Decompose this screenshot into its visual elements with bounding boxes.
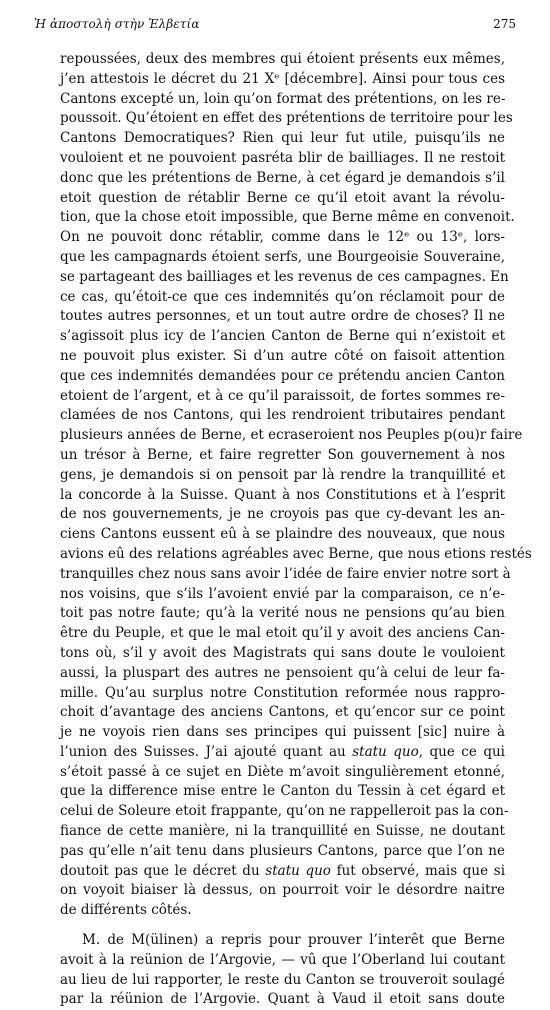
italic-term: statu quo xyxy=(352,743,419,760)
text-line: un trésor à Berne, et faire regretter Son gouvernement à nos xyxy=(60,446,505,463)
running-header: Ἡ ἀποστολὴ στὴν Ἑλβετία xyxy=(34,17,200,31)
text-line: Cantons Democratiques? Rien qui leur fut utile, puisqu’ils ne xyxy=(60,130,505,147)
text-line: avoit à la reünion de l’Argovie, — vû que l’Oberland lui coutant xyxy=(60,951,505,968)
text-line: toit pas notre faute; qu’à la verité nous ne pensions qu’au bien xyxy=(60,605,505,622)
text-line: clamées de nos Cantons, qui les rendroient tributaires pendant xyxy=(60,407,505,424)
text-line: nos voisins, que s’ils l’avoient envié par la comparaison, ce n’e- xyxy=(60,585,505,602)
paragraph xyxy=(60,50,532,921)
text-line: de nos gouvernements, je ne croyois pas que cy-devant les an- xyxy=(60,506,505,523)
text-line: s’agissoit plus icy de l’ancien Canton de Berne qui n’existoit et xyxy=(60,328,505,345)
text-line: j’en attestois le décret du 21 Xᵉ [décembre]. Ainsi pour tous ces xyxy=(60,70,505,87)
text-line: M. de M(ülinen) a repris pour prouver l’interêt que Berne xyxy=(82,932,505,949)
text-line: aussi, la pluspart des autres ne pensoient qu’à celui de leur fa- xyxy=(60,664,505,681)
text-line: vouloient et ne pouvoient pasréta blir de bailliages. Il ne restoit xyxy=(60,149,505,166)
italic-term: statu quo xyxy=(265,862,331,879)
text-line: ce cas, qu’étoit-ce que ces indemnités qu’on réclamoit pour de xyxy=(60,288,505,305)
text-line: tion, que la chose etoit impossible, que Berne même en convenoit. xyxy=(60,209,515,226)
text-line: ne pouvoit plus exister. Si d’un autre côté on faisoit attention xyxy=(60,347,505,364)
text-line: de différents côtés. xyxy=(60,902,192,919)
text-line xyxy=(60,862,505,882)
text-line: repoussées, deux des membres qui étoient présents eux mêmes, xyxy=(60,51,505,67)
text-line: plusieurs années de Berne, et ecraseroient nos Peuples p(ou)r faire xyxy=(60,427,523,444)
text-line: je ne voyois rien dans ses principes qui puissent [sic] nuire à xyxy=(60,724,505,741)
text-line: au lieu de lui rapporter, le reste du Canton se trouveroit soulagé xyxy=(60,971,505,988)
text-line: se partageant des bailliages et les revenus de ces campagnes. En xyxy=(60,268,509,285)
body-text xyxy=(60,50,532,1010)
text-line: Cantons excepté un, loin qu’on format des prétentions, on les re- xyxy=(60,90,506,107)
text-line: tranquilles chez nous sans avoir l’idée de faire envier notre sort à xyxy=(60,565,511,582)
page-number: 275 xyxy=(493,17,516,31)
text-line: toutes autres personnes, et un tout autre ordre de choses? Il ne xyxy=(60,308,505,325)
text-line: celui de Soleure etoit frappante, qu’on ne rappelleroit pas la con- xyxy=(60,803,509,820)
text-run: doutoit pas que le décret du xyxy=(60,862,260,879)
text-line: s’étoit passé à ce sujet en Diète m’avoit singulièrement etonné, xyxy=(60,763,505,780)
text-line: ciens Cantons eussent eû à se plaindre des nouveaux, que nous xyxy=(60,526,505,543)
text-line: fiance de cette manière, ni la tranquillité en Suisse, ne doutant xyxy=(60,823,505,840)
text-line: être du Peuple, et que le mal etoit qu’il y avoit des anciens Can- xyxy=(60,625,505,642)
text-line xyxy=(60,743,505,763)
paragraph-gap xyxy=(60,921,505,931)
text-line: par la réünion de l’Argovie. Quant à Vaud il etoit sans doute xyxy=(60,991,505,1008)
text-line: que les campagnards étoient serfs, une Bourgeoisie Souveraine, xyxy=(60,248,505,265)
text-line: donc que les prétentions de Berne, à cet égard je demandois s’il xyxy=(60,169,505,186)
text-line: tons où, s’il y avoit des Magistrats qui sans doute le vouloient xyxy=(60,644,505,661)
text-line: pas qu’elle n’ait tenu dans plusieurs Cantons, parce que l’on ne xyxy=(60,842,505,859)
text-line: choit d’avantage des anciens Cantons, et qu’encor sur ce point xyxy=(60,704,505,721)
text-line: gens, je demandois si on pensoit par là rendre la tranquillité et xyxy=(60,466,505,483)
text-line: la concorde à la Suisse. Quant à nos Constitutions et à l’esprit xyxy=(60,486,505,503)
text-line: mille. Qu’au surplus notre Constitution reformée nous rappro- xyxy=(60,684,505,701)
text-run: fut observé, mais que si xyxy=(336,862,506,879)
text-line: on voyoit biaiser là dessus, on pourroit voir le désordre naitre xyxy=(60,882,505,899)
paragraph xyxy=(60,931,505,1010)
text-run: l’union des Suisses. J’ai ajouté quant au xyxy=(60,743,346,760)
text-line: etoit question de rétablir Berne ce qu’il etoit avant la révolu- xyxy=(60,189,505,206)
text-run: , que ce qui xyxy=(418,743,506,760)
text-line: avions eû des relations agréables avec Berne, que nous etions restés xyxy=(60,545,532,562)
text-line: etoient de l’argent, et à ce qu’il paraissoit, de fortes sommes re- xyxy=(60,387,505,404)
text-line: que la difference mise entre le Canton du Tessin à cet égard et xyxy=(60,783,505,800)
text-line: que ces indemnités demandées pour ce prétendu ancien Canton xyxy=(60,367,505,384)
text-line: On ne pouvoit donc rétablir, comme dans le 12ᵉ ou 13ᵉ, lors- xyxy=(60,229,505,246)
text-line: poussoit. Qu’étoient en effet des prétentions de territoire pour les xyxy=(60,110,513,127)
